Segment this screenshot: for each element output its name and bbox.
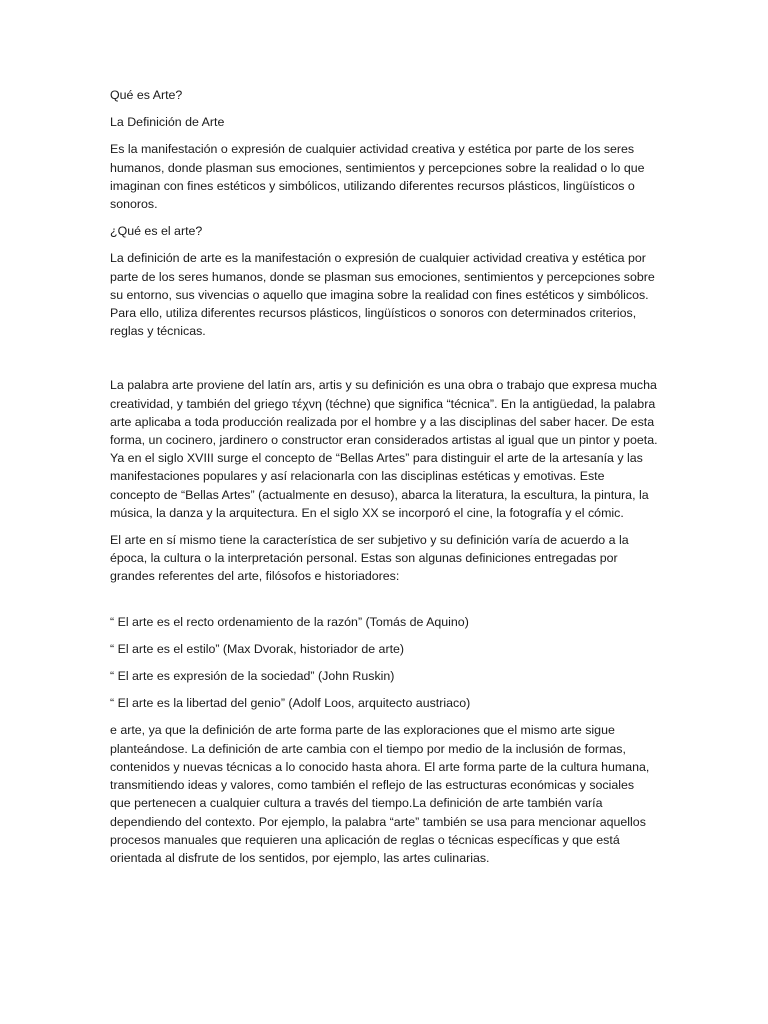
quote-1: “ El arte es el recto ordenamiento de la razón” (Tomás de Aquino): [110, 614, 469, 629]
document-body: [110, 86, 658, 876]
paragraph-4: El arte en sí mismo tiene la característica de ser subjetivo y su definición varía de acuerdo a la época, la cultura o la interpretación personal. Estas son algunas definiciones entregadas por grandes referentes del arte, filósofos e historiadores:: [110, 533, 629, 584]
paragraph-3: La palabra arte proviene del latín ars, artis y su definición es una obra o trabajo que expresa mucha creatividad, y también del griego τέχνη (téchne) que significa “técnica”. En la antigüedad, la palabra arte aplicaba a toda producción realizada por el hombre y a las disciplinas del saber hacer. De esta forma, un cocinero, jardinero o constructor eran considerados artistas al igual que un pintor y poeta. Ya en el siglo XVIII surge el concepto de “Bellas Artes” para distinguir el arte de la artesanía y las manifestaciones populares y así relacionarla con las disciplinas estéticas y emotivas. Este concepto de “Bellas Artes” (actualmente en desuso), abarca la literatura, la escultura, la pintura, la música, la danza y la arquitectura. En el siglo XX se incorporó el cine, la fotografía y el cómic.: [110, 378, 658, 520]
heading-definition: La Definición de Arte: [110, 115, 225, 130]
blank-space: [110, 595, 658, 613]
paragraph-1: Es la manifestación o expresión de cualquier actividad creativa y estética por parte de los seres humanos, donde plasman sus emociones, sentimientos y percepciones sobre la realidad o lo que imaginan con fines estéticos y simbólicos, utilizando diferentes recursos plásticos, lingüísticos o sonoros.: [110, 142, 645, 212]
question-2: ¿Qué es el arte?: [110, 224, 203, 239]
title-question: Qué es Arte?: [110, 88, 183, 102]
paragraph-2: La definición de arte es la manifestación o expresión de cualquier actividad creativa y estética por parte de los seres humanos, donde se plasman sus emociones, sentimientos y percepciones sobre su entorno, sus vivencias o aquello que imagina sobre la realidad con fines estéticos y simbólicos. Para ello, utiliza diferentes recursos plásticos, lingüísticos o sonoros con determinados criterios, reglas y técnicas.: [110, 251, 655, 339]
quote-3: “ El arte es expresión de la sociedad” (John Ruskin): [110, 669, 395, 684]
quote-4: “ El arte es la libertad del genio” (Adolf Loos, arquitecto austriaco): [110, 696, 471, 711]
paragraph-5: e arte, ya que la definición de arte forma parte de las exploraciones que el mismo arte sigue planteándose. La definición de arte cambia con el tiempo por medio de la inclusión de formas, contenidos y nuevas técnicas a lo conocido hasta ahora. El arte forma parte de la cultura humana, transmitiendo ideas y valores, como también el reflejo de las estructuras económicas y sociales que pertenecen a cualquier cultura a través del tiempo.La definición de arte también varía dependiendo del contexto. Por ejemplo, la palabra “arte” también se usa para mencionar aquellos procesos manuales que requieren una aplicación de reglas o técnicas específicas y que está orientada al disfrute de los sentidos, por ejemplo, las artes culinarias.: [110, 723, 650, 865]
quote-2: “ El arte es el estilo” (Max Dvorak, historiador de arte): [110, 641, 405, 656]
blank-space: [110, 349, 658, 376]
